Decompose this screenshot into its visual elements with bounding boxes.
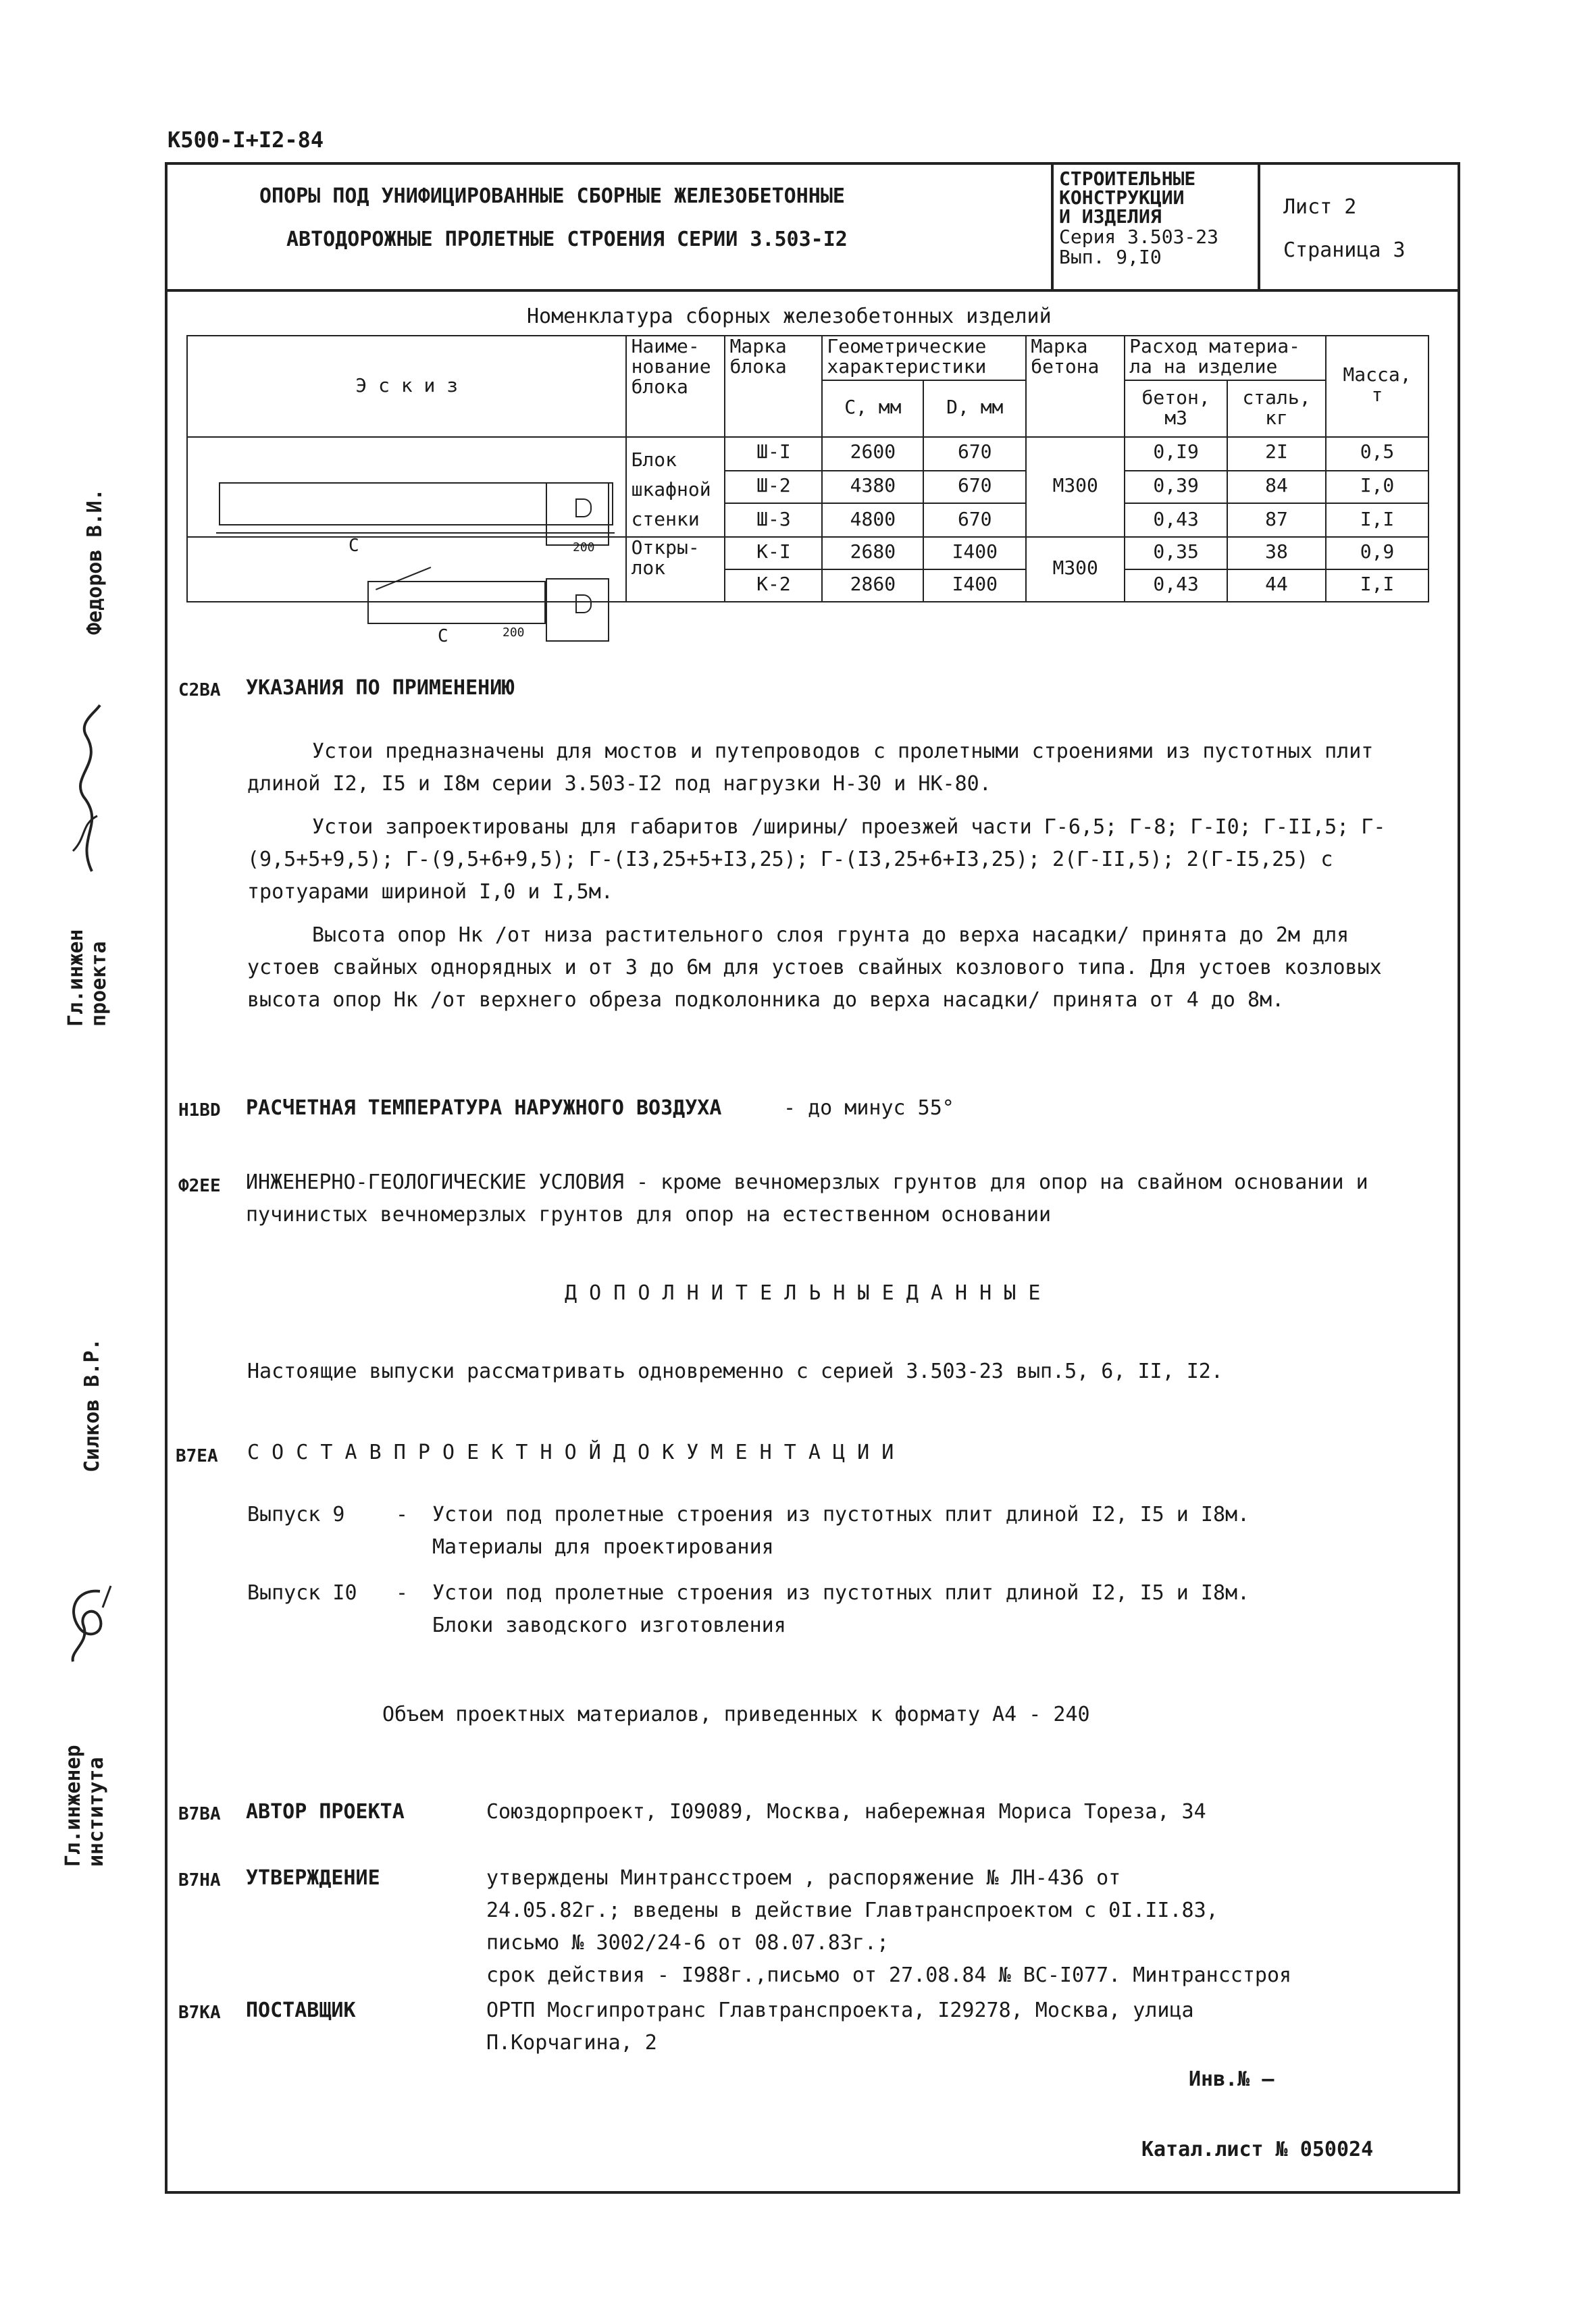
- group1-name: Блок шкафной стенки: [627, 437, 725, 537]
- table-cell: 4380: [822, 470, 923, 503]
- issue-number: Вып. 9,I0: [1059, 247, 1162, 269]
- header-concrete-grade: Марка бетона: [1026, 336, 1125, 437]
- author-text: Союздорпроект, I09089, Москва, набережная Мориса Тореза, 34: [486, 1799, 1206, 1824]
- issue-10-line-2: Блоки заводского изготовления: [432, 1613, 786, 1637]
- series-number: Серия 3.503-23: [1059, 227, 1219, 249]
- header-mark: Марка блока: [725, 336, 823, 437]
- sketch-label-c: С: [349, 536, 359, 557]
- approval-label: УТВЕРЖДЕНИЕ: [246, 1866, 380, 1890]
- header-name: Наиме- нование блока: [627, 336, 725, 437]
- catalog-sheet: Катал.лист № 050024: [1141, 2137, 1374, 2161]
- extra-data-text: Настоящие выпуски рассматривать одновременно с серией 3.503-23 вып.5, 6, II, I2.: [247, 1359, 1223, 1383]
- table-cell: К-2: [725, 569, 823, 602]
- issue-9-dash: -: [396, 1502, 409, 1526]
- approval-line-4: срок действия - I988г.,письмо от 27.08.84 № ВС-I077. Минтрансстроя: [486, 1963, 1292, 1987]
- extra-data-title: Д О П О Л Н И Т Е Л Ь Н Ы Е Д А Н Н Ы Е: [565, 1281, 1041, 1305]
- sidebar-name-1: Федоров В.И.: [82, 488, 107, 635]
- table-cell: 44: [1227, 569, 1326, 602]
- table-cell: 38: [1227, 537, 1326, 569]
- issue-9-line-2: Материалы для проектирования: [432, 1535, 774, 1559]
- signature-1: [65, 702, 113, 878]
- section-profile-2: [575, 594, 592, 613]
- header-sketch: Э с к и з: [187, 336, 627, 437]
- sidebar-role-1-line-1: Гл.инжен: [63, 929, 88, 1027]
- sidebar-role-2-line-2: института: [84, 1757, 108, 1867]
- table-cell: К-I: [725, 537, 823, 569]
- table-cell: I,I: [1326, 504, 1428, 537]
- geology-code: Ф2ЕЕ: [178, 1177, 221, 1197]
- header-material-usage: Расход материа- ла на изделие: [1125, 336, 1326, 380]
- table-cell: Ш-3: [725, 504, 823, 537]
- group1-concrete: М300: [1026, 437, 1125, 537]
- usage-paragraph-1: Устои предназначены для мостов и путепроводов с пролетными строениями из пустотных плит длиной I2, I5 и I8м серии 3.503-I2 под нагрузки Н-30 и НК-80.: [247, 739, 1374, 796]
- sidebar-role-1-line-2: проекта: [86, 941, 111, 1027]
- doc-code: К500-I+I2-84: [168, 127, 324, 153]
- supplier-label: ПОСТАВЩИК: [246, 1998, 356, 2022]
- sloped-block-elevation: [367, 581, 546, 624]
- header-divider: [165, 289, 1458, 292]
- group2-concrete: М300: [1026, 537, 1125, 602]
- usage-title: УКАЗАНИЯ ПО ПРИМЕНЕНИЮ: [246, 675, 515, 700]
- supplier-code: В7КА: [178, 2003, 221, 2024]
- supplier-line-1: ОРТП Мосгипротранс Главтранспроекта, I29278, Москва, улица: [486, 1998, 1194, 2022]
- docs-code: В7ЕА: [176, 1447, 218, 1467]
- author-label: АВТОР ПРОЕКТА: [246, 1799, 405, 1824]
- approval-line-3: письмо № 3002/24-6 от 08.07.83г.;: [486, 1930, 890, 1955]
- header-sep-1: [1051, 162, 1054, 289]
- table-cell: 0,39: [1125, 470, 1227, 503]
- sketch-label-200: 200: [573, 542, 595, 555]
- inventory-number: Инв.№ —: [1189, 2067, 1275, 2091]
- header-d: D, мм: [923, 380, 1026, 437]
- table-cell: 84: [1227, 470, 1326, 503]
- header-c: С, мм: [822, 380, 923, 437]
- table-cell: 670: [923, 504, 1026, 537]
- header-steel: сталь, кг: [1227, 380, 1326, 437]
- table-cell: 0,5: [1326, 437, 1428, 470]
- nomenclature-caption: Номенклатура сборных железобетонных изделий: [527, 304, 1052, 328]
- temperature-value: - до минус 55°: [783, 1096, 954, 1120]
- category-line-1: СТРОИТЕЛЬНЫЕ: [1059, 169, 1196, 190]
- issue-9-line-1: Устои под пролетные строения из пустотных плит длиной I2, I5 и I8м.: [432, 1502, 1250, 1526]
- temperature-title: РАСЧЕТНАЯ ТЕМПЕРАТУРА НАРУЖНОГО ВОЗДУХА: [246, 1096, 722, 1120]
- table-cell: 0,35: [1125, 537, 1227, 569]
- approval-code: В7НА: [178, 1871, 221, 1891]
- table-cell: Ш-I: [725, 437, 823, 470]
- table-cell: 2860: [822, 569, 923, 602]
- header-geometry: Геометрические характеристики: [822, 336, 1026, 380]
- table-cell: 0,43: [1125, 504, 1227, 537]
- table-cell: 2680: [822, 537, 923, 569]
- geology-text: ИНЖЕНЕРНО-ГЕОЛОГИЧЕСКИЕ УСЛОВИЯ - кроме вечномерзлых грунтов для опор на свайном основании и пучинистых вечномерзлых грунтов для опор на естественном основании: [246, 1170, 1368, 1227]
- table-cell: 670: [923, 437, 1026, 470]
- table-cell: 0,9: [1326, 537, 1428, 569]
- docs-title: С О С Т А В П Р О Е К Т Н О Й Д О К У М Е Н Т А Ц И И: [247, 1440, 894, 1464]
- signature-2: [59, 1580, 119, 1667]
- section-profile: [575, 498, 592, 517]
- table-cell: 4800: [822, 504, 923, 537]
- sheet-number: Лист 2: [1283, 195, 1357, 219]
- table-cell: 2I: [1227, 437, 1326, 470]
- sidebar-name-2: Силков В.Р.: [80, 1338, 104, 1472]
- usage-paragraph-3: Высота опор Нк /от низа растительного слоя грунта до верха насадки/ принята до 2м для устоев свайных однорядных и от 3 до 6м для устоев свайных козлового типа. Для устоев козловых высота опор Нк /от верхнего обреза подколонника до верха насадки/ принята от 4 до 8м.: [247, 923, 1382, 1012]
- volume-text: Объем проектных материалов, приведенных к формату А4 - 240: [382, 1702, 1090, 1726]
- sketch-label-200-2: 200: [503, 627, 525, 640]
- temperature-code: Н1ВD: [178, 1101, 221, 1121]
- issue-10-line-1: Устои под пролетные строения из пустотных плит длиной I2, I5 и I8м.: [432, 1580, 1250, 1605]
- nomenclature-table: [186, 335, 1429, 602]
- table-cell: 0,43: [1125, 569, 1227, 602]
- table-cell: 87: [1227, 504, 1326, 537]
- table-cell: I400: [923, 569, 1026, 602]
- sketch-label-c2: С: [438, 627, 448, 647]
- category-line-3: И ИЗДЕЛИЯ: [1059, 207, 1162, 228]
- author-code: В7ВА: [178, 1805, 221, 1825]
- title-line-1: ОПОРЫ ПОД УНИФИЦИРОВАННЫЕ СБОРНЫЕ ЖЕЛЕЗОБЕТОННЫЕ: [259, 184, 845, 208]
- supplier-line-2: П.Корчагина, 2: [486, 2030, 657, 2055]
- table-cell: Ш-2: [725, 470, 823, 503]
- table-cell: 0,I9: [1125, 437, 1227, 470]
- table-cell: I400: [923, 537, 1026, 569]
- usage-paragraph-2: Устои запроектированы для габаритов /ширины/ проезжей части Г-6,5; Г-8; Г-I0; Г-II,5; Г-(9,5+5+9,5); Г-(9,5+6+9,5); Г-(I3,25+5+I3,25); Г-(I3,25+6+I3,25); 2(Г-II,5); 2(Г-I5,25) с тротуарами шириной I,0 и I,5м.: [247, 815, 1386, 904]
- header-beton: бетон, м3: [1125, 380, 1227, 437]
- table-cell: I,I: [1326, 569, 1428, 602]
- table-cell: I,0: [1326, 470, 1428, 503]
- table-cell: 670: [923, 470, 1026, 503]
- issue-9-label: Выпуск 9: [247, 1502, 345, 1526]
- usage-code: С2ВА: [178, 681, 221, 701]
- title-line-2: АВТОДОРОЖНЫЕ ПРОЛЕТНЫЕ СТРОЕНИЯ СЕРИИ 3.503-I2: [286, 227, 848, 251]
- category-line-2: КОНСТРУКЦИИ: [1059, 188, 1185, 209]
- approval-line-1: утверждены Минтрансстроем , распоряжение № ЛН-436 от: [486, 1866, 1121, 1890]
- issue-10-label: Выпуск I0: [247, 1580, 357, 1605]
- group2-name: Откры- лок: [627, 537, 725, 602]
- table-cell: 2600: [822, 437, 923, 470]
- issue-10-dash: -: [396, 1580, 409, 1605]
- page-number: Страница 3: [1283, 238, 1406, 262]
- header-sep-2: [1258, 162, 1260, 289]
- approval-line-2: 24.05.82г.; введены в действие Главтранспроектом с 0I.II.83,: [486, 1898, 1218, 1922]
- sidebar-role-2-line-1: Гл.инженер: [61, 1745, 85, 1867]
- header-mass: Масса, т: [1326, 336, 1428, 437]
